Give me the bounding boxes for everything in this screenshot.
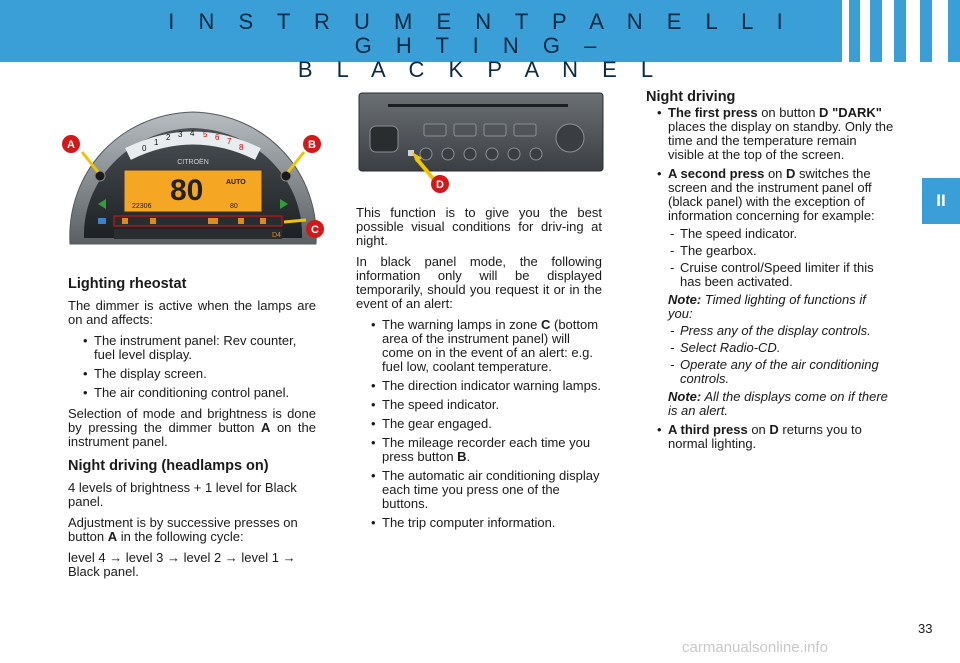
paragraph [68, 407, 316, 449]
paragraph: The dimmer is active when the lamps are on and affects: [68, 298, 316, 327]
text: on button [757, 105, 820, 120]
text: All the displays come on if there is an alert. [668, 389, 888, 418]
heading-lighting-rheostat: Lighting rheostat [68, 276, 187, 292]
button-ref: D [769, 422, 779, 437]
paragraph: 4 levels of brightness + 1 level for Black panel. [68, 480, 297, 509]
list-item: • The trip computer information. [368, 516, 602, 530]
svg-text:8: 8 [239, 143, 244, 152]
paragraph [68, 516, 316, 544]
middle-column [356, 206, 602, 537]
text: The warning lamps in zone [382, 317, 541, 332]
note [668, 293, 894, 321]
radio-cd-illustration [358, 92, 608, 198]
text: The mileage recorder each time you press button [382, 435, 591, 464]
odometer-readout: 22306 [132, 203, 152, 210]
list-item: • The speed indicator. [368, 398, 602, 412]
text: places the display on standby. Only the time and the temperature remain visible at the top of the screen. [668, 119, 894, 162]
brand-label: CITROËN [177, 159, 209, 166]
list-item: - The gearbox. [668, 244, 894, 258]
list-item: - Press any of the display controls. [668, 324, 894, 338]
gear-readout: D4 [272, 232, 281, 239]
list-item: • The display screen. [80, 367, 316, 381]
callout-a-label: A [67, 139, 75, 151]
list-item [654, 167, 894, 418]
text: "DARK" [832, 105, 882, 120]
examples-list [668, 227, 894, 289]
text: Selection of mode and brightness is done by pressing the dimmer button [68, 406, 316, 435]
press-list [654, 106, 894, 451]
callout-c-label: C [311, 224, 319, 236]
button-ref: A [107, 529, 118, 544]
text: The first press [668, 105, 758, 120]
affected-list [80, 334, 316, 400]
svg-text:7: 7 [227, 137, 232, 146]
header-stripe [842, 0, 849, 62]
header-stripe [860, 0, 870, 62]
text: on the instrument panel. [68, 420, 316, 449]
zone-ref: C [540, 317, 551, 332]
svg-text:4: 4 [190, 129, 195, 138]
text: returns you to normal lighting. [668, 422, 862, 451]
callout-d-label: D [436, 179, 444, 191]
button-ref: D [786, 166, 796, 181]
paragraph: This function is to give you the best possible visual conditions for driv-ing at night. [356, 205, 602, 248]
instrument-panel-illustration [58, 104, 328, 254]
text: switches the screen and the instrument panel off (black panel) with the exception of information concerning for example: [668, 166, 875, 223]
text: in the following cycle: [117, 529, 244, 544]
list-item [654, 423, 894, 451]
list-item: - The speed indicator. [668, 227, 894, 241]
page-header [0, 0, 960, 82]
text: on [764, 166, 787, 181]
note-label: Note: [668, 292, 702, 307]
right-column [646, 90, 894, 458]
paragraph: level 4 → level 3 → level 2 → level 1 → Black panel. [68, 550, 296, 579]
list-item: • The automatic air conditioning display each time you press one of the buttons. [368, 469, 602, 511]
button-ref: D [819, 105, 829, 120]
text: A second press [668, 166, 765, 181]
header-stripe [906, 0, 920, 62]
note [668, 390, 894, 418]
note-list [668, 324, 894, 386]
text: (bottom area of the instrument panel) will come on in the event of an alert: e.g. fuel low, coolant temperature. [382, 317, 599, 374]
button-ref: A [261, 420, 271, 435]
svg-text:1: 1 [154, 138, 159, 147]
header-stripe [882, 0, 894, 62]
svg-text:0: 0 [142, 144, 147, 153]
title-line-2: B L A C K P A N E L [297, 57, 663, 82]
list-item: - Cruise control/Speed limiter if this has been activated. [668, 261, 894, 289]
svg-text:6: 6 [215, 133, 220, 142]
page-number: 33 [918, 621, 933, 636]
list-item [654, 106, 894, 162]
list-item: • The air conditioning control panel. [80, 386, 316, 400]
text: . [466, 449, 471, 464]
watermark: carmanualsonline.info [682, 639, 828, 656]
svg-text:3: 3 [178, 130, 183, 139]
callout-b-label: B [308, 139, 316, 151]
list-item: • The direction indicator warning lamps. [368, 379, 602, 393]
title-line-1: I N S T R U M E N T P A N E L L I G H T I N G – [168, 9, 792, 58]
list-item [368, 436, 602, 464]
button-ref: B [457, 449, 467, 464]
text: on [747, 422, 770, 437]
heading-night-driving: Night driving [646, 89, 736, 105]
speed-readout: 80 [170, 174, 204, 207]
left-column [68, 277, 316, 586]
list-item: • The instrument panel: Rev counter, fuel level display. [80, 334, 316, 362]
mode-readout: AUTO [226, 179, 246, 186]
svg-text:2: 2 [166, 133, 171, 142]
note-label: Note: [668, 389, 702, 404]
text: A third press [668, 422, 748, 437]
trip-readout: 80 [230, 203, 238, 210]
list-item: • The gear engaged. [368, 417, 602, 431]
list-item: - Select Radio-CD. [668, 341, 894, 355]
chapter-tab: II [922, 178, 960, 224]
page-title [150, 10, 810, 82]
header-stripe [932, 0, 948, 62]
list-item [368, 318, 602, 374]
info-list [368, 318, 602, 530]
text: Adjustment is by successive presses on button [68, 515, 298, 544]
text: Timed lighting of functions if you: [668, 292, 866, 321]
svg-text:5: 5 [203, 130, 208, 139]
heading-night-driving-headlamps: Night driving (headlamps on) [68, 458, 269, 474]
paragraph: In black panel mode, the following information only will be displayed temporarily, should you request it or in the event of an alert: [356, 254, 602, 311]
list-item: - Operate any of the air conditioning controls. [668, 358, 894, 386]
